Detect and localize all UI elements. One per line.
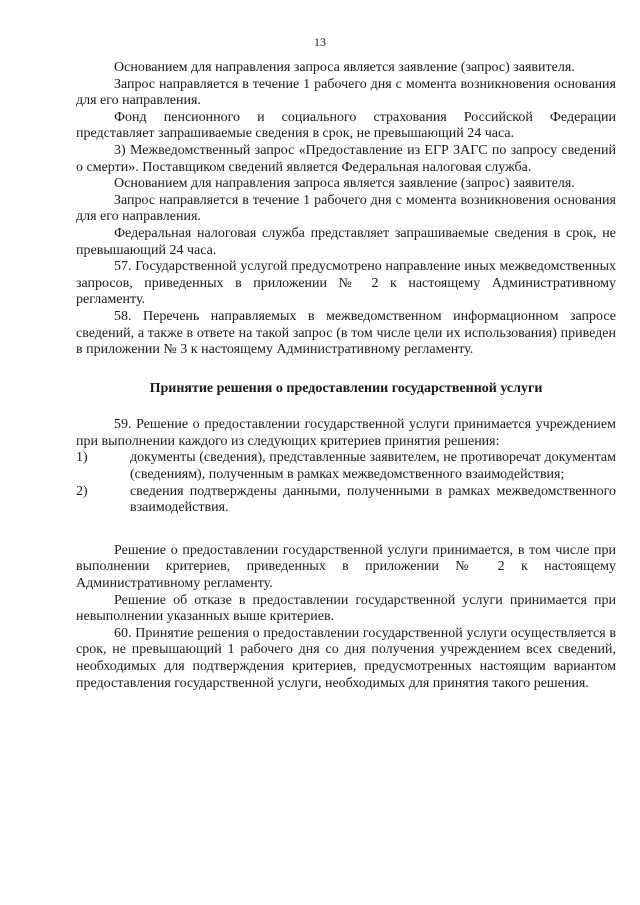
- section-heading: Принятие решения о предоставлении государственной услуги: [149, 380, 543, 396]
- criteria-item: [76, 450, 616, 483]
- page-number: 13: [314, 35, 326, 49]
- spacer: [76, 517, 616, 543]
- paragraph-58: 58. Перечень направляемых в межведомственном информационном запросе сведений, а также в ответе на такой запрос (в том числе цели их использования) приведен в приложении № 3 к настоящему Административному регламенту.: [76, 308, 616, 358]
- paragraph-pension-fund: Фонд пенсионного и социального страхования Российской Федерации представляет запрашиваемые сведения в срок, не превышающий 24 часа.: [76, 109, 616, 142]
- criteria-text: сведения подтверждены данными, полученными в рамках межведомственного взаимодействия.: [130, 483, 616, 516]
- paragraph-decision-criteria: Решение о предоставлении государственной услуги принимается, в том числе при выполнении критериев, приведенных в приложении № 2 к настоящему Административному регламенту.: [76, 542, 616, 592]
- paragraph-request-basis: Основанием для направления запроса является заявление (запрос) заявителя.: [114, 60, 575, 75]
- paragraph-zags-request: 3) Межведомственный запрос «Предоставление из ЕГР ЗАГС по запросу сведений о смерти». Поставщиком сведений является Федеральная налоговая служба.: [76, 142, 616, 175]
- page-content: [76, 60, 616, 692]
- paragraph-59: 59. Решение о предоставлении государственной услуги принимается учреждением при выполнении каждого из следующих критериев принятия решения:: [76, 417, 616, 449]
- criteria-number: 2): [76, 483, 88, 499]
- paragraph-60: 60. Принятие решения о предоставлении государственной услуги осуществляется в срок, не превышающий 1 рабочего дня со дня получения учреждением всех сведений, необходимых для подтверждения критериев, предусмотренных настоящим вариантом предоставления государственной услуги, необходимых для принятия такого решения.: [76, 625, 616, 691]
- criteria-text: документы (сведения), представленные заявителем, не противоречат документам (сведениям), полученным в рамках межведомственного взаимодействия;: [130, 450, 616, 483]
- paragraph-tax-service: Федеральная налоговая служба представляет запрашиваемые сведения в срок, не превышающий 24 часа.: [76, 225, 616, 258]
- paragraph-57: 57. Государственной услугой предусмотрено направление иных межведомственных запросов, приведенных в приложении № 2 к настоящему Административному регламенту.: [76, 259, 616, 308]
- paragraph-request-basis-2: Основанием для направления запроса является заявление (запрос) заявителя.: [114, 176, 575, 192]
- paragraph-request-timing-2: Запрос направляется в течение 1 рабочего дня с момента возникновения основания для его направления.: [76, 192, 616, 225]
- paragraph-request-timing: Запрос направляется в течение 1 рабочего дня с момента возникновения основания для его направления.: [76, 76, 616, 109]
- criteria-number: 1): [76, 450, 88, 466]
- criteria-item: [76, 484, 616, 517]
- paragraph-refusal: Решение об отказе в предоставлении государственной услуги принимается при невыполнении указанных выше критериев.: [76, 592, 616, 625]
